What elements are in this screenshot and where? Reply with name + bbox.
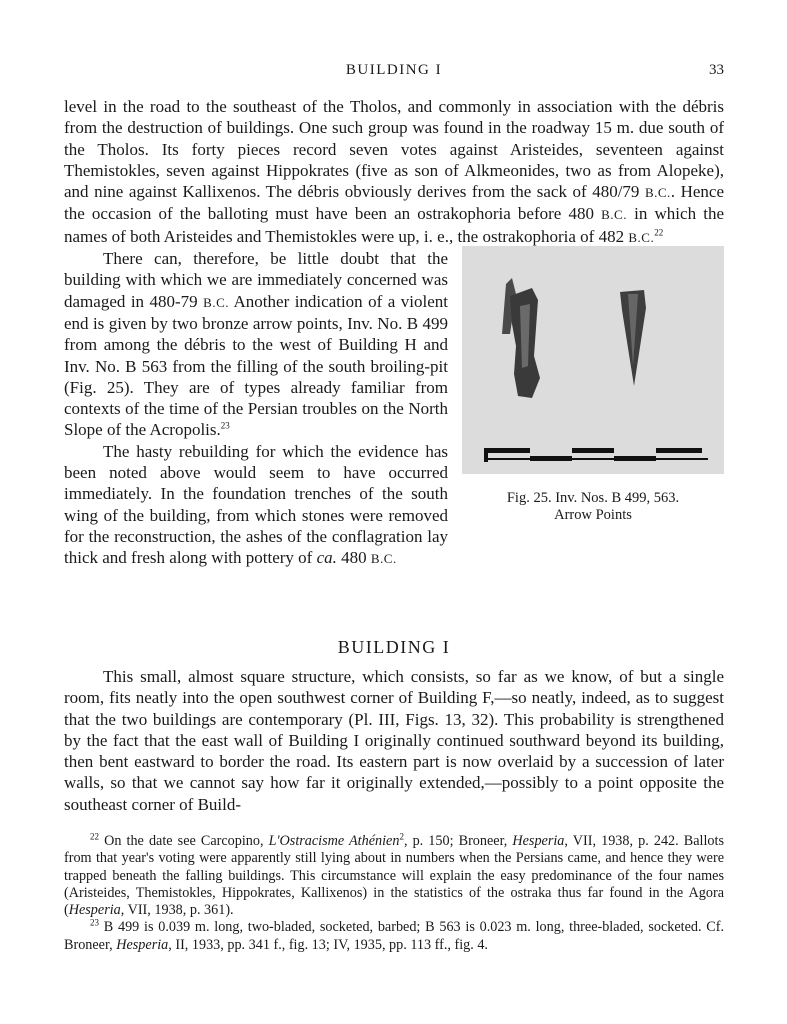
footnotes [64, 833, 724, 954]
footnote-ref-22: 22 [654, 227, 664, 238]
section-heading: BUILDING I [337, 637, 451, 657]
section-1-text [64, 96, 724, 570]
page-header [64, 62, 724, 82]
footnote-22: $^{22}$ On the date see Carcopino, L'Ostracisme Athénien$^2$, p. 150; Broneer, Hesperia, VII, 1938, p. 242. Ballots from that year's voting were apparently still lying about in numbers when the Persians came, and hence they were trapped beneath the falling buildings. This circumstance will explain the easy predominance of the four names (Aristeides, Themistokles, Hippokrates, Kallixenos) in the statistics of the ostraka thus far found in the Agora (Hesperia, VII, 1938, p. 361). [64, 831, 724, 919]
paragraph-2: There can, therefore, be little doubt that the building with which we are immediately concerned was damaged in 480-79 B.C. Another indication of a violent end is given by two bronze arrow points, Inv. No. B 499 from among the débris to the west of Building H and Inv. No. B 563 from the filling of the south broiling-pit (Fig. 25). They are of types already familiar from contexts of the time of the Persian troubles on the North Slope of the Acropolis.$^{23}$ [64, 249, 449, 440]
paragraph-4: This small, almost square structure, which consists, so far as we know, of but a single room, fits neatly into the open southwest corner of Building F,—so neatly, indeed, as to suggest that the two buildings are contemporary (Pl. III, Figs. 13, 32). This probability is strengthened by the fact that the east wall of Building I originally continued southward beyond its building, then bent eastward to border the road. Its eastern part is now overlaid by a succession of later walls, so that we cannot say how far it originally extended,—possibly to a point opposite the southeast corner of Build- [64, 667, 724, 814]
section-2-text [64, 666, 724, 815]
footnote-ref-23: 23 [220, 420, 230, 431]
paragraph-3: The hasty rebuilding for which the evidence has been noted above would seem to have occurred immediately. In the foundation trenches of the south wing of the building, from which stones were removed for the reconstruction, the ashes of the conflagration lay thick and fresh along with pottery of ca. 480 B.C. [64, 441, 448, 568]
figure-photo [462, 246, 724, 474]
figure-25 [462, 246, 724, 524]
footnote-23: $^{23}$ B 499 is 0.039 m. long, two-bladed, socketed, barbed; B 563 is 0.023 m. long, three-bladed, socketed. Cf. Broneer, Hesperia, II, 1933, pp. 341 f., fig. 13; IV, 1935, pp. 113 ff., fig. 4. [64, 917, 725, 953]
page-number: 33 [709, 62, 724, 78]
running-title: BUILDING I [345, 62, 443, 78]
arrow-points-photo [462, 246, 724, 474]
figure-caption: Fig. 25. Inv. Nos. B 499, 563. Arrow Points [506, 490, 680, 524]
paragraph-1: level in the road to the southeast of the Tholos, and commonly in association with the débris from the destruction of buildings. One such group was found in the roadway 15 m. due south of the Tholos. Its forty pieces record seven votes against Aristeides, seventeen against Themistokles, seven against Hippokrates (five as son of Alkmeonides, two as from Alopeke), and nine against Kallixenos. The débris obviously derives from the sack of 480/79 B.C.. Hence the occasion of the balloting must have been an ostrakophoria before 480 B.C. in which the names of both Aristeides and Themistokles were up, i. e., the ostrakophoria of 482 B.C.$^{22}$ [64, 97, 724, 246]
